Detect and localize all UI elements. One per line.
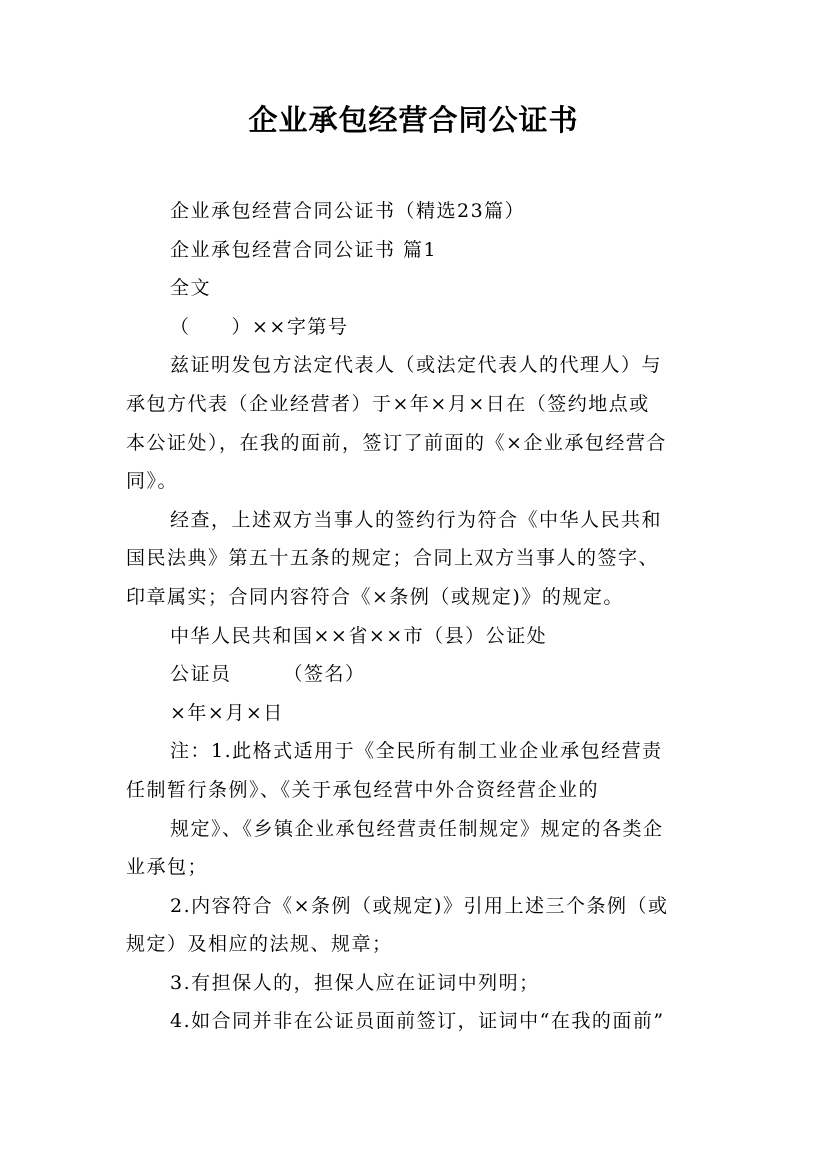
section-heading: 企业承包经营合同公证书 篇1: [170, 238, 438, 261]
note-line: 任制暂行条例》、《关于承包经营中外合资经营企业的: [126, 778, 600, 801]
body-line: 中华人民共和国××省××市（县）公证处: [170, 624, 548, 647]
body-line: ×年×月×日: [170, 701, 284, 724]
body-line: 全文: [170, 277, 212, 300]
subtitle-line: 企业承包经营合同公证书（精选23篇）: [170, 200, 526, 222]
note-line: 业承包；: [126, 856, 209, 879]
body-line: 兹证明发包方法定代表人（或法定代表人的代理人）与: [170, 354, 663, 377]
document-body: [126, 192, 712, 1041]
body-line: 经查，上述双方当事人的签约行为符合《中华人民共和: [170, 508, 663, 531]
body-line: 公证员 （签名）: [170, 663, 366, 686]
body-line: 印章属实；合同内容符合《×条例（或规定)》的规定。: [126, 585, 624, 608]
note-line: 注：1.此格式适用于《全民所有制工业企业承包经营责: [170, 740, 663, 763]
note-line: 规定》、《乡镇企业承包经营责任制规定》规定的各类企: [170, 817, 664, 840]
body-line: 承包方代表（企业经营者）于×年×月×日在（签约地点或: [126, 392, 650, 415]
note-line: 2.内容符合《×条例（或规定)》引用上述三个条例（或: [170, 894, 669, 917]
body-line: 本公证处），在我的面前，签订了前面的《×企业承包经营合: [126, 431, 667, 454]
body-line: 同》。: [126, 470, 179, 493]
body-line: （ ）××字第号: [170, 315, 349, 338]
document-title: 企业承包经营合同公证书: [248, 103, 579, 137]
body-line: 国民法典》第五十五条的规定；合同上双方当事人的签字、: [126, 547, 660, 570]
note-line: 4.如合同并非在公证员面前签订，证词中“在我的面前”: [170, 1010, 665, 1033]
note-line: 3.有担保人的，担保人应在证词中列明；: [170, 971, 540, 994]
note-line: 规定）及相应的法规、规章；: [126, 933, 393, 956]
